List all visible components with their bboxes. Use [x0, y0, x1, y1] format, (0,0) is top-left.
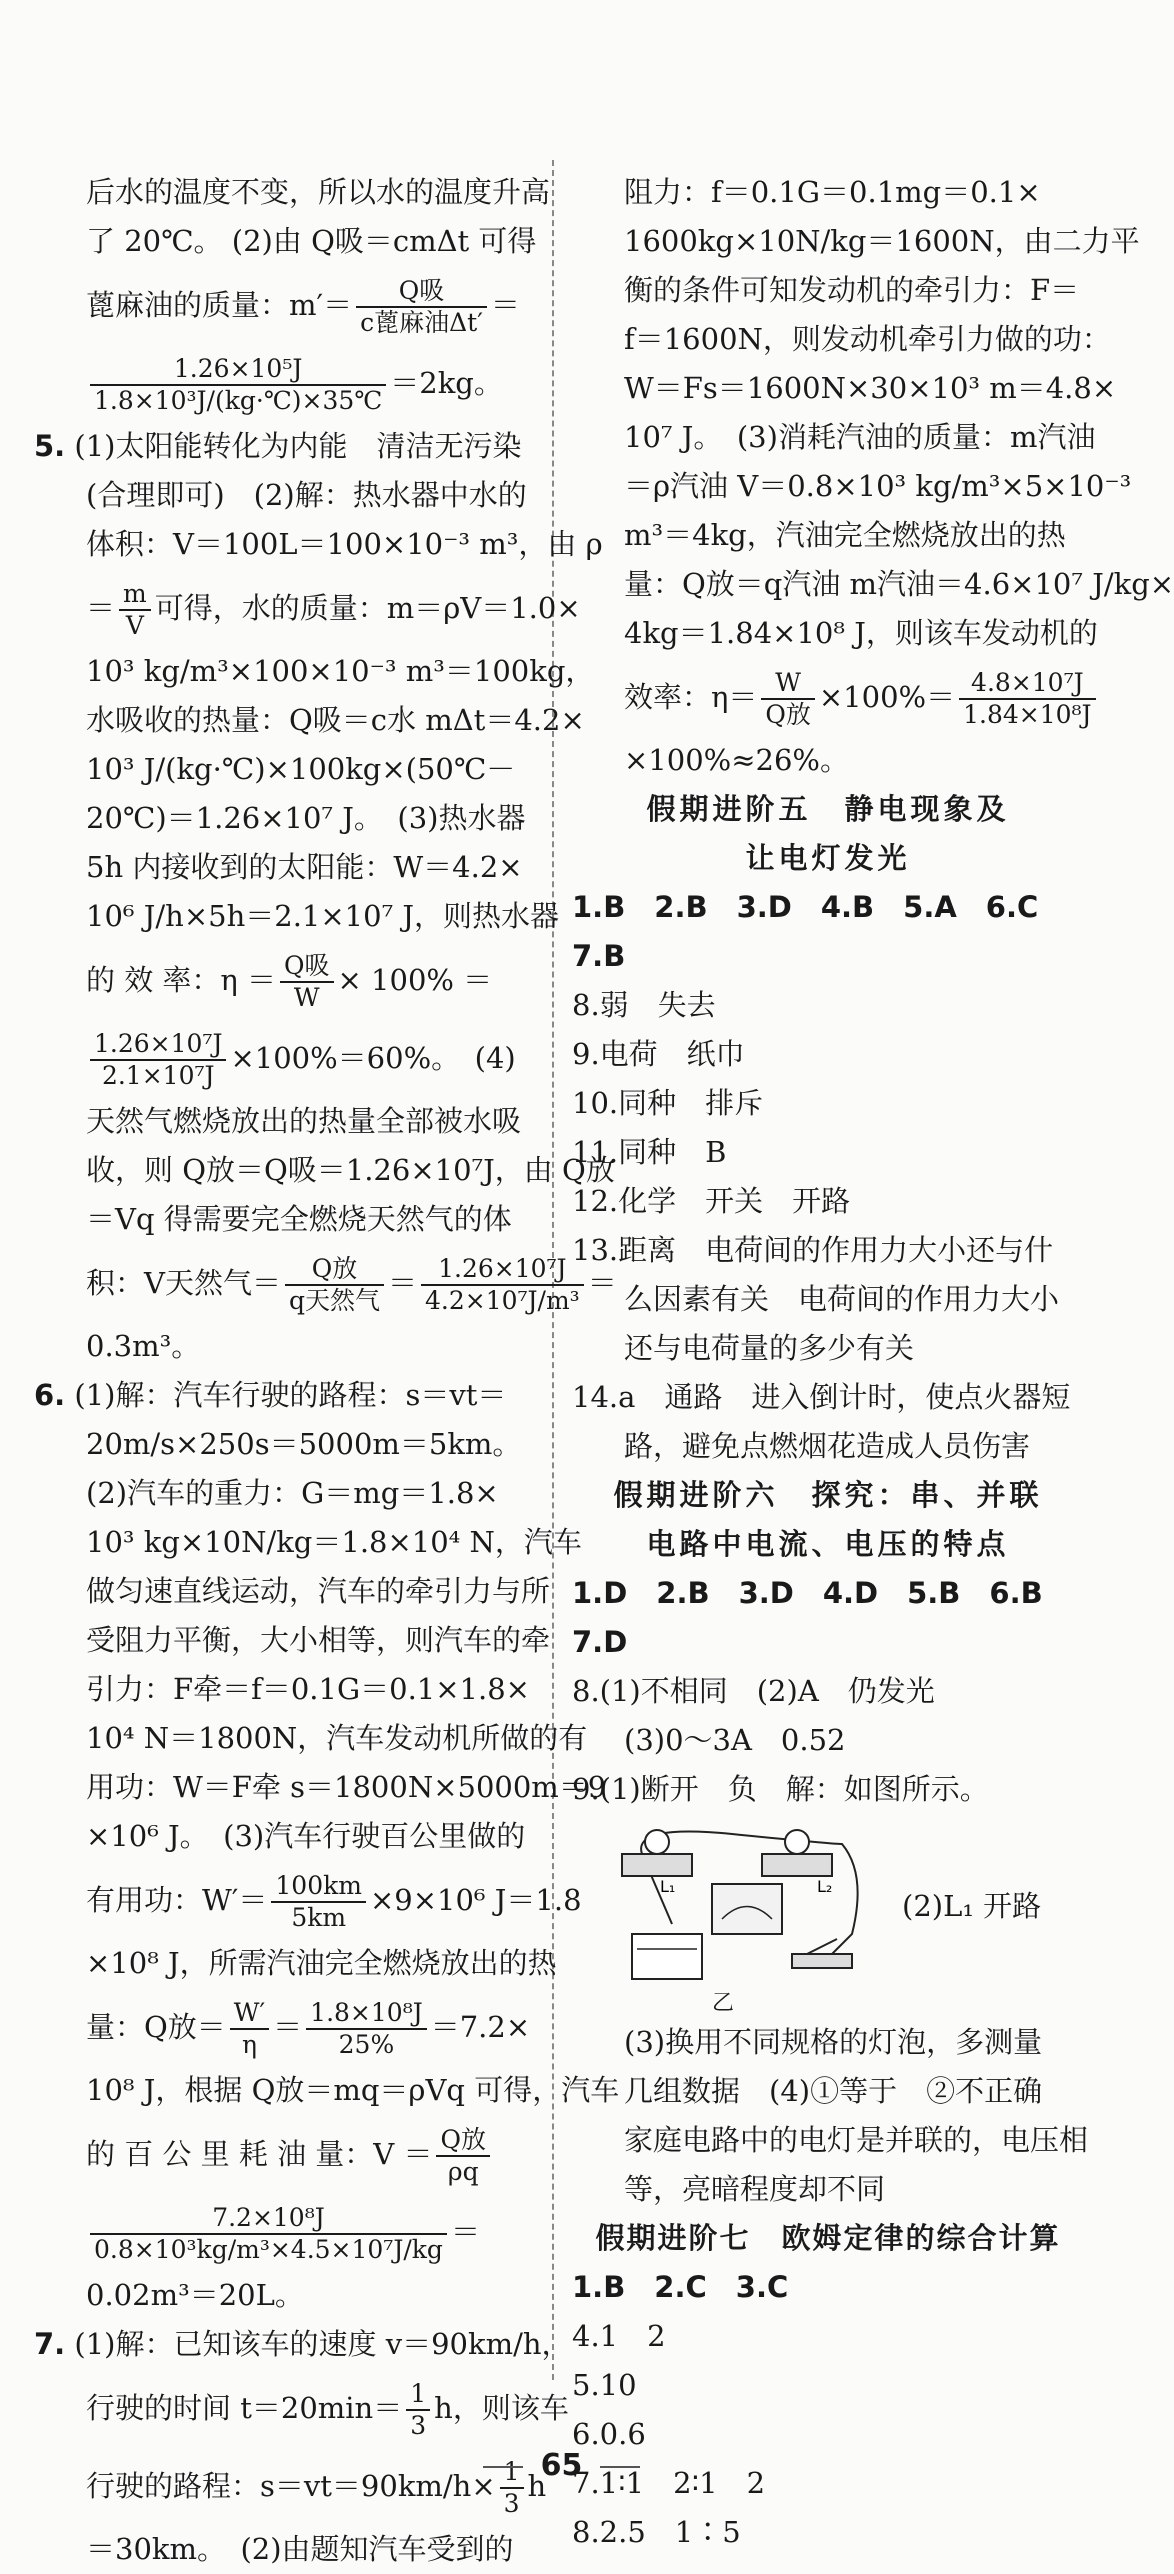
numerator: 1.8×10⁸J	[306, 1998, 427, 2030]
text-line: 还与电荷量的多少有关	[624, 1331, 915, 1365]
text: ＝	[490, 288, 520, 322]
text-line: 引力：F牵＝f＝0.1G＝0.1×1.8×	[86, 1672, 530, 1706]
answer-line: 1.D 2.B 3.D 4.D 5.B 6.B	[572, 1576, 1043, 1610]
numerator: Q放	[285, 1254, 384, 1286]
text-line: 10³ kg×10N/kg＝1.8×10⁴ N，汽车	[86, 1525, 582, 1559]
text: 积：V天然气＝	[86, 1266, 281, 1300]
denominator: 0.8×10³kg/m³×4.5×10⁷J/kg	[94, 2235, 443, 2264]
answer-line: 7.D	[572, 1625, 628, 1659]
text-line: 做匀速直线运动，汽车的牵引力与所	[86, 1574, 551, 1608]
denominator: W	[293, 983, 320, 1012]
text-line: 20℃)＝1.26×10⁷ J。 (3)热水器	[86, 801, 526, 835]
denominator: 1.8×10³J/(kg·℃)×35℃	[94, 386, 383, 415]
answer-line: 11.同种 B	[572, 1135, 727, 1169]
text: ＝	[587, 1266, 617, 1300]
numerator: Q放	[436, 2125, 490, 2157]
fraction	[959, 668, 1095, 730]
numerator: m	[119, 579, 151, 611]
text-line: 用功：W＝F牵 s＝1800N×5000m＝9	[86, 1770, 607, 1804]
numerator: 1.26×10⁵J	[90, 354, 386, 386]
fraction	[285, 1254, 384, 1316]
numerator: W′	[230, 1998, 269, 2030]
text-line: 等，亮暗程度却不同	[624, 2172, 886, 2206]
text: ＝	[86, 591, 116, 625]
answer-line: 9.(1)断开 负 解：如图所示。	[572, 1772, 989, 1806]
bulb-icon	[785, 1830, 809, 1854]
formula-line	[34, 2115, 534, 2193]
text-line: 么因素有关 电荷间的作用力大小	[624, 1282, 1060, 1316]
numerator: 1.26×10⁷J	[90, 1029, 226, 1061]
text: ×9×10⁶ J＝1.8	[369, 1883, 582, 1917]
text-line: (合理即可) (2)解：热水器中水的	[86, 478, 527, 512]
text: 蓖麻油的质量：m′＝	[86, 288, 353, 322]
denominator: 25%	[338, 2030, 395, 2059]
text-line: ×100%≈26%。	[624, 743, 849, 777]
answer-line: 13.距离 电荷间的作用力大小还与什	[572, 1233, 1054, 1267]
answer-line: 8.2.5 1∶5	[572, 2515, 741, 2549]
page-number-text: 65	[540, 2448, 583, 2483]
text-line: (2)汽车的重力：G＝mg＝1.8×	[86, 1476, 499, 1510]
numerator: 1	[500, 2457, 524, 2489]
text-line: ＝Vq 得需要完全燃烧天然气的体	[86, 1202, 512, 1236]
denominator: V	[125, 611, 144, 640]
text-line: ＝30km。 (2)由题知汽车受到的	[86, 2532, 514, 2566]
fraction	[306, 1998, 427, 2060]
text-line: 10³ J/(kg·℃)×100kg×(50℃－	[86, 752, 516, 786]
answer-line: 6.0.6	[572, 2417, 646, 2451]
rule-right	[600, 2466, 640, 2468]
answer-line: 12.化学 开关 开路	[572, 1184, 851, 1218]
fraction	[421, 1254, 584, 1316]
text: (1)太阳能转化为内能 清洁无污染	[74, 429, 522, 463]
numerator: 1.26×10⁷J	[421, 1254, 584, 1286]
answer-line: 8.弱 失去	[572, 988, 716, 1022]
circuit-diagram	[612, 1814, 882, 1994]
fraction	[406, 2379, 430, 2441]
fraction	[280, 951, 334, 1013]
text-line: 路，避免点燃烟花造成人员伤害	[624, 1429, 1031, 1463]
right-column	[572, 168, 1174, 2557]
section-heading-6-cont: 电路中电流、电压的特点	[646, 1527, 1010, 1561]
question-7	[34, 2320, 571, 2369]
text-line: 天然气燃烧放出的热量全部被水吸	[86, 1104, 522, 1138]
text: ＝	[450, 2215, 480, 2249]
text: ＝7.2×	[430, 2010, 531, 2044]
bulb-base-l1	[622, 1854, 692, 1876]
text-line: 水吸收的热量：Q吸＝c水 mΔt＝4.2×	[86, 703, 585, 737]
rule-left	[483, 2466, 523, 2468]
text: h，则该车	[434, 2391, 569, 2425]
text: 的 百 公 里 耗 油 量：V ＝	[86, 2137, 433, 2171]
question-number: 6.	[34, 1378, 66, 1412]
answer-line: 10.同种 排斥	[572, 1086, 764, 1120]
answer-line: 1.B 2.B 3.D 4.B 5.A 6.C	[572, 890, 1039, 924]
answer-line: 4.1 2	[572, 2319, 666, 2353]
fraction	[90, 354, 386, 416]
answer-line: 7.B	[572, 939, 626, 973]
text-line: 1600kg×10N/kg＝1600N，由二力平	[624, 224, 1140, 258]
fraction	[356, 276, 487, 338]
denominator: ρq	[447, 2157, 479, 2186]
section-heading-5-cont: 让电灯发光	[745, 841, 911, 875]
numerator: 100km	[271, 1871, 366, 1903]
answer-line: 14.a 通路 进入倒计时，使点火器短	[572, 1380, 1071, 1414]
fraction	[90, 1029, 226, 1091]
numerator: Q吸	[356, 276, 487, 308]
text-line: 阻力：f＝0.1G＝0.1mg＝0.1×	[624, 175, 1041, 209]
text-line: 量：Q放＝q汽油 m汽油＝4.6×10⁷ J/kg×	[624, 567, 1174, 601]
numerator: Q吸	[280, 951, 334, 983]
denominator: 2.1×10⁷J	[101, 1061, 215, 1090]
text: 的 效 率：η ＝	[86, 963, 277, 997]
bulb-base-l2	[762, 1854, 832, 1876]
figure-answer: (2)L₁ 开路	[902, 1889, 1042, 1923]
denominator: 3	[503, 2489, 520, 2518]
formula-line	[34, 1244, 617, 1322]
denominator: η	[241, 2030, 257, 2059]
text: 可得，水的质量：m＝ρV＝1.0×	[154, 591, 581, 625]
question-6	[34, 1371, 534, 1420]
text-line: ×10⁶ J。 (3)汽车行驶百公里做的	[86, 1819, 526, 1853]
numerator: 7.2×10⁸J	[90, 2203, 447, 2235]
text: ×100%＝60%。 (4)	[230, 1041, 516, 1075]
text-line: (3)换用不同规格的灯泡，多测量	[624, 2025, 1043, 2059]
label-l1: L₁	[660, 1877, 676, 1896]
fraction	[230, 1998, 269, 2060]
text-line: 0.3m³。	[86, 1329, 201, 1363]
formula-line	[34, 2369, 569, 2447]
bulb-icon	[645, 1830, 669, 1854]
text-line: 20m/s×250s＝5000m＝5km。	[86, 1427, 522, 1461]
text: 行驶的路程：s＝vt＝90km/h×	[86, 2469, 496, 2503]
text-line: 衡的条件可知发动机的牵引力：F＝	[624, 273, 1080, 307]
text-line: ＝ρ汽油 V＝0.8×10³ kg/m³×5×10⁻³	[624, 469, 1132, 503]
text-line: 4kg＝1.84×10⁸ J，则该车发动机的	[624, 616, 1098, 650]
formula-line	[34, 344, 534, 422]
section-heading-7: 假期进阶七 欧姆定律的综合计算	[595, 2221, 1061, 2255]
text-line: 体积：V＝100L＝100×10⁻³ m³，由 ρ	[86, 527, 603, 561]
fraction	[90, 2203, 447, 2265]
text: 效率：η＝	[624, 680, 758, 714]
fraction	[271, 1871, 366, 1933]
formula-line	[34, 2193, 534, 2271]
denominator: q天然气	[288, 1286, 380, 1315]
numerator: 4.8×10⁷J	[959, 668, 1095, 700]
answer-line: 5.10	[572, 2368, 637, 2402]
question-number: 7.	[34, 2327, 66, 2361]
formula-line	[34, 941, 534, 1019]
text-line: 收，则 Q放＝Q吸＝1.26×10⁷J，由 Q放	[86, 1153, 615, 1187]
text-line: f＝1600N，则发动机牵引力做的功：	[624, 322, 1111, 356]
switch-icon	[792, 1954, 852, 1968]
voltmeter-icon	[712, 1884, 782, 1934]
numerator: 1	[406, 2379, 430, 2411]
text-line: 10⁸ J，根据 Q放＝mq＝ρVq 可得，汽车	[86, 2073, 620, 2107]
text: ＝2kg。	[390, 366, 503, 400]
fraction	[436, 2125, 490, 2187]
answer-line: 7.1∶1 2∶1 2	[572, 2466, 766, 2500]
text-line: 10⁷ J。 (3)消耗汽油的质量：m汽油	[624, 420, 1096, 454]
denominator: 5km	[291, 1903, 347, 1932]
power-supply-icon	[632, 1934, 702, 1979]
question-5	[34, 422, 534, 471]
section-heading-5: 假期进阶五 静电现象及	[646, 792, 1010, 826]
text: × 100% ＝	[337, 963, 493, 997]
text: ＝	[387, 1266, 417, 1300]
text-line: 10³ kg/m³×100×10⁻³ m³＝100kg，	[86, 654, 595, 688]
text-line: (3)0～3A 0.52	[624, 1723, 846, 1757]
formula-line	[34, 1988, 534, 2066]
text-line: ×10⁸ J，所需汽油完全燃烧放出的热	[86, 1946, 557, 1980]
text-line: 0.02m³＝20L。	[86, 2278, 304, 2312]
page-number	[0, 2448, 1123, 2483]
text: 有用功：W′＝	[86, 1883, 268, 1917]
formula-line	[34, 266, 534, 344]
denominator: c蓖麻油Δt′	[360, 308, 483, 337]
formula-line	[34, 1861, 582, 1939]
text-line: 5h 内接收到的太阳能：W＝4.2×	[86, 850, 523, 884]
text-line: 几组数据 (4)①等于 ②不正确	[624, 2074, 1043, 2108]
numerator: W	[761, 668, 815, 700]
denominator: Q放	[765, 700, 811, 729]
text: h	[527, 2469, 547, 2503]
denominator: 1.84×10⁸J	[963, 700, 1092, 729]
text: 量：Q放＝	[86, 2010, 226, 2044]
text-line: 10⁶ J/h×5h＝2.1×10⁷ J，则热水器	[86, 899, 560, 933]
text-line: 了 20℃。 (2)由 Q吸＝cmΔt 可得	[86, 224, 537, 258]
section-heading-6: 假期进阶六 探究：串、并联	[613, 1478, 1043, 1512]
formula-line	[34, 569, 581, 647]
answer-line: 8.(1)不相同 (2)A 仍发光	[572, 1674, 935, 1708]
label-l2: L₂	[817, 1877, 833, 1896]
text: ×100%＝	[818, 680, 956, 714]
formula-line	[572, 658, 1092, 736]
formula-line	[34, 1019, 534, 1097]
figure-label: 乙	[712, 1991, 735, 2016]
text-line: 受阻力平衡，大小相等，则汽车的牵	[86, 1623, 551, 1657]
text-line: 后水的温度不变，所以水的温度升高	[86, 175, 551, 209]
answer-line: 9.电荷 纸巾	[572, 1037, 745, 1071]
text-line: W＝Fs＝1600N×30×10³ m＝4.8×	[624, 371, 1117, 405]
denominator: 3	[410, 2411, 427, 2440]
fraction	[761, 668, 815, 730]
circuit-figure	[572, 1814, 1084, 2016]
text-line: 家庭电路中的电灯是并联的，电压相	[624, 2123, 1089, 2157]
text: (1)解：已知该车的速度 v＝90km/h，	[74, 2327, 571, 2361]
text: 行驶的时间 t＝20min＝	[86, 2391, 403, 2425]
answer-line: 1.B 2.C 3.C	[572, 2270, 789, 2304]
question-number: 5.	[34, 429, 66, 463]
denominator: 4.2×10⁷J/m³	[424, 1286, 580, 1315]
fraction	[119, 579, 151, 641]
text: (1)解：汽车行驶的路程：s＝vt＝	[74, 1378, 507, 1412]
text-line: m³＝4kg，汽油完全燃烧放出的热	[624, 518, 1066, 552]
text: ＝	[273, 2010, 303, 2044]
text-line: 10⁴ N＝1800N，汽车发动机所做的有	[86, 1721, 588, 1755]
